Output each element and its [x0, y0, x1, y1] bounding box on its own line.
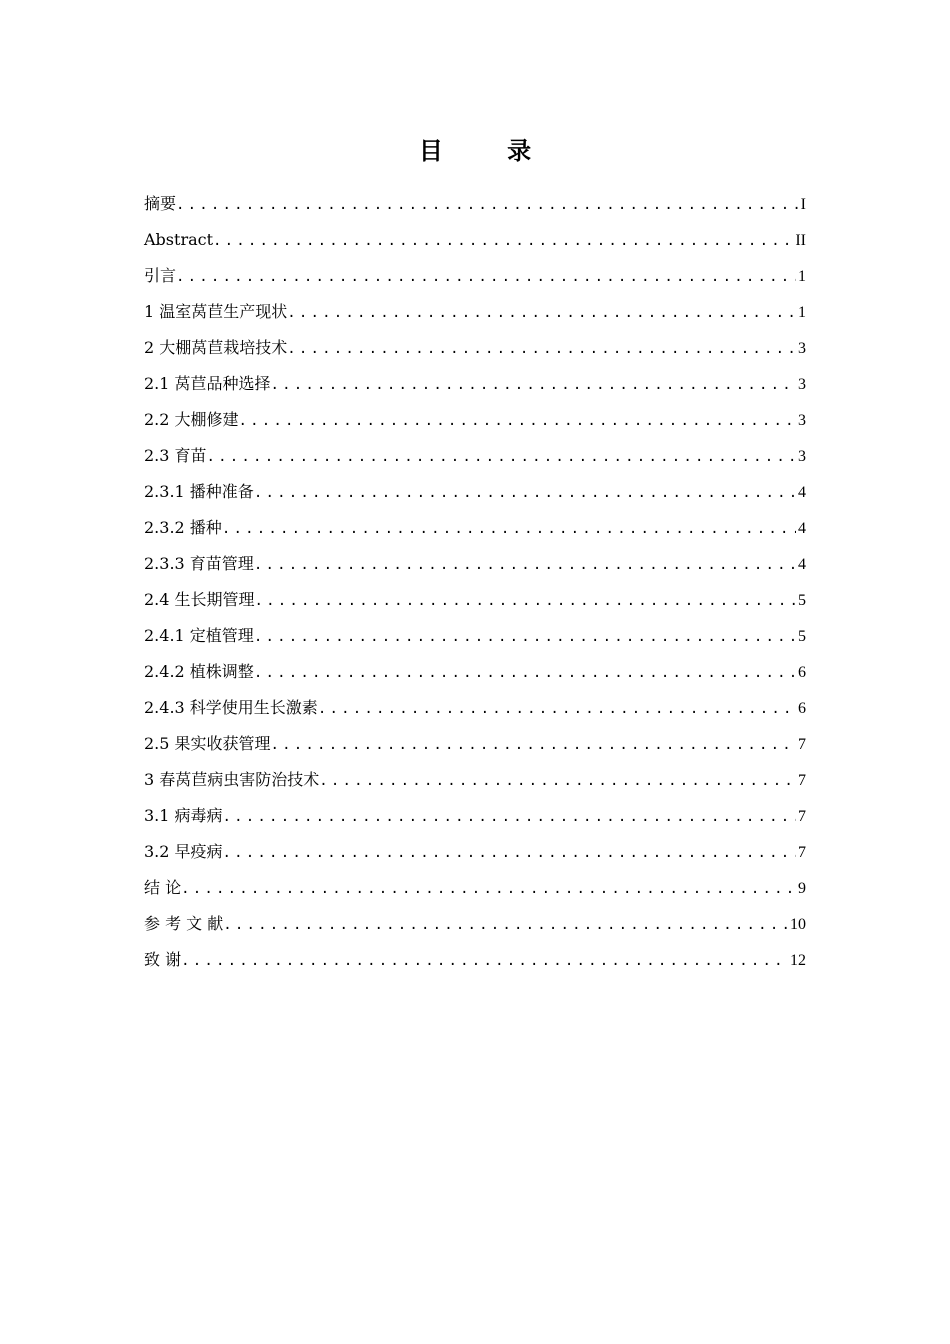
toc-entry-label: 2.4.1 定植管理	[144, 626, 254, 645]
toc-entry-label: 2.4.2 植株调整	[144, 662, 254, 681]
toc-dot-leader	[239, 403, 796, 439]
toc-dot-leader	[254, 547, 796, 583]
toc-entry-label: 2.3 育苗	[144, 446, 207, 465]
toc-entry-page: 3	[798, 376, 806, 393]
toc-entry	[144, 330, 806, 366]
toc-entry-page: 10	[790, 916, 806, 933]
toc-dot-leader	[271, 727, 796, 763]
toc-entry-label: 3.1 病毒病	[144, 806, 223, 825]
toc-entry-label: 3.2 早疫病	[144, 842, 223, 861]
toc-entry-label: 2.3.3 育苗管理	[144, 554, 254, 573]
toc-entry	[144, 366, 806, 402]
toc-entry	[144, 690, 806, 726]
toc-entry	[144, 654, 806, 690]
toc-dot-leader	[254, 655, 796, 691]
toc-entry	[144, 726, 806, 762]
toc-dot-leader	[271, 367, 796, 403]
toc-dot-leader	[181, 871, 796, 907]
toc-dot-leader	[213, 223, 793, 259]
toc-entry	[144, 942, 806, 978]
toc-entry-page: 1	[798, 268, 806, 285]
toc-entry	[144, 222, 806, 258]
toc-entry-page: 7	[798, 808, 806, 825]
toc-entry-page: 7	[798, 844, 806, 861]
toc-entry-label: 2 大棚莴苣栽培技术	[144, 338, 288, 357]
toc-dot-leader	[176, 187, 799, 223]
toc-entry-page: 5	[798, 628, 806, 645]
toc-entry-page: I	[800, 196, 806, 213]
toc-entry-label: Abstract	[144, 230, 214, 249]
toc-dot-leader	[223, 907, 788, 943]
toc-dot-leader	[287, 331, 796, 367]
toc-entry	[144, 582, 806, 618]
toc-dot-leader	[223, 835, 796, 871]
toc-list	[144, 186, 806, 978]
toc-entry	[144, 474, 806, 510]
toc-entry-label: 引言	[144, 266, 177, 285]
toc-dot-leader	[254, 475, 796, 511]
toc-dot-leader	[222, 511, 796, 547]
toc-entry-page: 1	[798, 304, 806, 321]
toc-entry-page: 6	[798, 700, 806, 717]
toc-entry-page: 4	[798, 484, 806, 501]
toc-entry-page: 6	[798, 664, 806, 681]
toc-entry-page: 4	[798, 556, 806, 573]
toc-dot-leader	[287, 295, 796, 331]
toc-entry	[144, 834, 806, 870]
toc-entry-page: 5	[798, 592, 806, 609]
toc-entry-label: 2.3.1 播种准备	[144, 482, 254, 501]
toc-entry	[144, 402, 806, 438]
toc-entry-label: 2.1 莴苣品种选择	[144, 374, 271, 393]
toc-entry	[144, 258, 806, 294]
toc-entry-label: 2.4 生长期管理	[144, 590, 255, 609]
toc-entry-label: 结 论	[144, 878, 182, 897]
toc-entry	[144, 618, 806, 654]
toc-entry	[144, 438, 806, 474]
toc-entry	[144, 798, 806, 834]
toc-entry-page: 9	[798, 880, 806, 897]
toc-entry-label: 摘要	[144, 194, 177, 213]
toc-entry-label: 2.2 大棚修建	[144, 410, 239, 429]
toc-entry	[144, 546, 806, 582]
toc-entry	[144, 762, 806, 798]
toc-dot-leader	[254, 619, 796, 655]
toc-entry	[144, 186, 806, 222]
toc-dot-leader	[176, 259, 796, 295]
toc-entry-label: 3 春莴苣病虫害防治技术	[144, 770, 320, 789]
toc-dot-leader	[181, 943, 788, 979]
toc-entry-label: 2.5 果实收获管理	[144, 734, 271, 753]
toc-dot-leader	[223, 799, 796, 835]
toc-entry	[144, 510, 806, 546]
toc-dot-leader	[207, 439, 796, 475]
toc-entry-label: 2.3.2 播种	[144, 518, 222, 537]
toc-entry-label: 致 谢	[144, 950, 182, 969]
toc-entry-page: 4	[798, 520, 806, 537]
toc-entry-page: 7	[798, 772, 806, 789]
toc-entry	[144, 906, 806, 942]
toc-entry	[144, 870, 806, 906]
toc-dot-leader	[318, 691, 796, 727]
toc-entry-label: 2.4.3 科学使用生长激素	[144, 698, 318, 717]
toc-dot-leader	[319, 763, 796, 799]
toc-entry-label: 1 温室莴苣生产现状	[144, 302, 288, 321]
toc-entry-page: 3	[798, 412, 806, 429]
toc-entry-page: 3	[798, 448, 806, 465]
toc-entry-page: 12	[790, 952, 806, 969]
toc-dot-leader	[255, 583, 796, 619]
toc-entry	[144, 294, 806, 330]
toc-entry-page: II	[795, 232, 806, 249]
toc-entry-page: 3	[798, 340, 806, 357]
toc-entry-label: 参 考 文 献	[144, 914, 224, 933]
toc-title: 目 录	[418, 137, 560, 165]
toc-entry-page: 7	[798, 736, 806, 753]
